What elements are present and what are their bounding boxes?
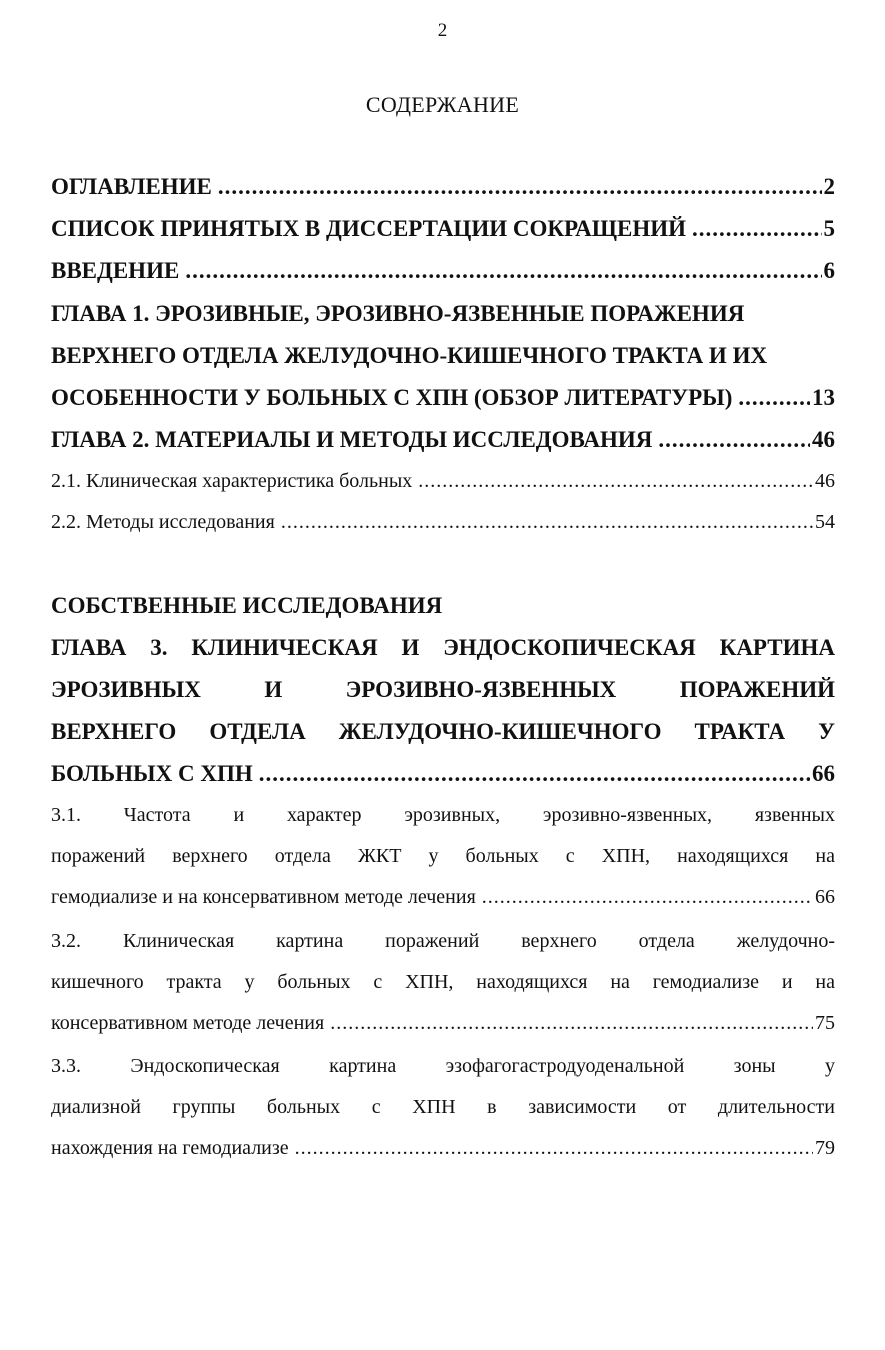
toc-page-number: 66	[812, 761, 835, 786]
toc-page-number: 79	[815, 1137, 835, 1159]
page-title: СОДЕРЖАНИЕ	[365, 92, 520, 117]
toc-section-3-1-line3[interactable]	[51, 886, 835, 909]
toc-page-number: 54	[815, 511, 835, 533]
toc-entry-text: ВВЕДЕНИЕ	[51, 258, 180, 283]
toc-dot-leader	[738, 385, 810, 411]
toc-section-3-2-line1[interactable]: 3.2. Клиническая картина поражений верхнего отдела желудочно-	[51, 930, 835, 952]
toc-chapter1-line1[interactable]: ГЛАВА 1. ЭРОЗИВНЫЕ, ЭРОЗИВНО-ЯЗВЕННЫЕ ПОРАЖЕНИЯ	[51, 301, 745, 326]
toc-dot-leader	[692, 216, 821, 242]
toc-dot-leader	[281, 511, 813, 534]
toc-page-number: 6	[823, 258, 835, 283]
toc-dot-leader	[218, 174, 822, 200]
toc-section-3-2-line3[interactable]	[51, 1012, 835, 1035]
toc-dot-leader	[418, 470, 813, 493]
toc-page-number: 5	[823, 216, 835, 241]
toc-page-number: 2	[823, 174, 835, 199]
toc-page-number: 46	[812, 427, 835, 452]
toc-section-3-3-line2[interactable]: диализной группы больных с ХПН в зависимости от длительности	[51, 1096, 835, 1118]
toc-entry-introduction[interactable]	[51, 258, 835, 284]
toc-chapter3-line4[interactable]	[51, 761, 835, 787]
toc-dot-leader	[330, 1012, 813, 1035]
toc-entry-section-2-1[interactable]	[51, 470, 835, 493]
toc-entry-text: 2.1. Клиническая характеристика больных	[51, 470, 413, 492]
toc-section-3-1-line1[interactable]: 3.1. Частота и характер эрозивных, эрозивно-язвенных, язвенных	[51, 804, 835, 826]
toc-entry-chapter2[interactable]	[51, 427, 835, 453]
page-number: 2	[437, 20, 448, 41]
toc-section-3-3-line3[interactable]	[51, 1137, 835, 1160]
toc-dot-leader	[185, 258, 821, 284]
toc-page-number: 46	[815, 470, 835, 492]
toc-dot-leader	[259, 761, 810, 787]
toc-page-number: 75	[815, 1012, 835, 1034]
toc-section-3-3-line1[interactable]: 3.3. Эндоскопическая картина эзофагогастродуоденальной зоны у	[51, 1055, 835, 1077]
toc-own-research-heading: СОБСТВЕННЫЕ ИССЛЕДОВАНИЯ	[51, 593, 443, 618]
toc-entry-text: ОГЛАВЛЕНИЕ	[51, 174, 212, 199]
toc-entry-text: БОЛЬНЫХ С ХПН	[51, 761, 253, 786]
toc-entry-text: ОСОБЕННОСТИ У БОЛЬНЫХ С ХПН (ОБЗОР ЛИТЕРАТУРЫ)	[51, 385, 733, 410]
toc-dot-leader	[658, 427, 810, 453]
toc-chapter3-line1[interactable]: ГЛАВА 3. КЛИНИЧЕСКАЯ И ЭНДОСКОПИЧЕСКАЯ КАРТИНА	[51, 635, 835, 660]
toc-entry-text: гемодиализе и на консервативном методе лечения	[51, 886, 476, 908]
toc-entry-abbreviations[interactable]	[51, 216, 835, 242]
toc-chapter1-line2[interactable]: ВЕРХНЕГО ОТДЕЛА ЖЕЛУДОЧНО-КИШЕЧНОГО ТРАКТА И ИХ	[51, 343, 768, 368]
toc-chapter1-line3[interactable]	[51, 385, 835, 411]
toc-chapter3-line2[interactable]: ЭРОЗИВНЫХ И ЭРОЗИВНО-ЯЗВЕННЫХ ПОРАЖЕНИЙ	[51, 677, 835, 702]
toc-dot-leader	[482, 886, 813, 909]
toc-page-number: 13	[812, 385, 835, 410]
toc-section-3-2-line2[interactable]: кишечного тракта у больных с ХПН, находящихся на гемодиализе и на	[51, 971, 835, 993]
toc-entry-oglavlenie[interactable]	[51, 174, 835, 200]
toc-entry-text: нахождения на гемодиализе	[51, 1137, 289, 1159]
toc-dot-leader	[295, 1137, 813, 1160]
toc-chapter3-line3[interactable]: ВЕРХНЕГО ОТДЕЛА ЖЕЛУДОЧНО-КИШЕЧНОГО ТРАКТА У	[51, 719, 835, 744]
toc-entry-text: ГЛАВА 2. МАТЕРИАЛЫ И МЕТОДЫ ИССЛЕДОВАНИЯ	[51, 427, 653, 452]
toc-entry-text: консервативном методе лечения	[51, 1012, 325, 1034]
toc-page-number: 66	[815, 886, 835, 908]
toc-entry-text: 2.2. Методы исследования	[51, 511, 275, 533]
toc-entry-text: СПИСОК ПРИНЯТЫХ В ДИССЕРТАЦИИ СОКРАЩЕНИЙ	[51, 216, 687, 241]
toc-section-3-1-line2[interactable]: поражений верхнего отдела ЖКТ у больных с ХПН, находящихся на	[51, 845, 835, 867]
toc-entry-section-2-2[interactable]	[51, 511, 835, 534]
